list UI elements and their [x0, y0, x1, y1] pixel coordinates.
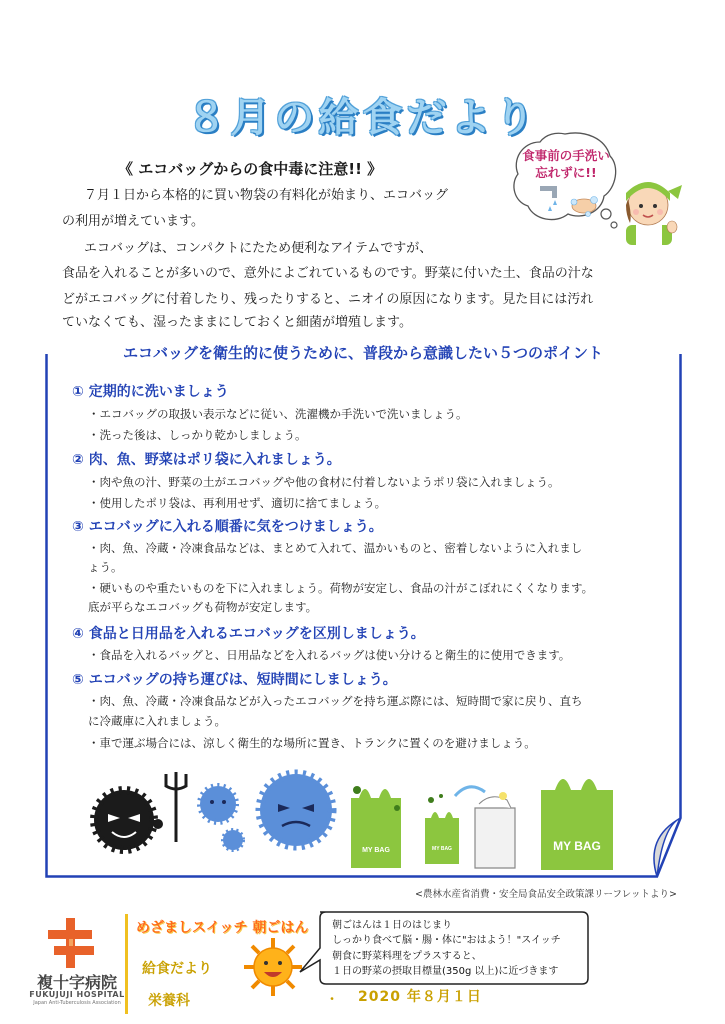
speech-text-line: １日の野菜の摂取目標量(350g 以上)に近づきます — [332, 966, 559, 977]
intro-paragraph-line: エコバッグは、コンパクトにたため便利なアイテムですが、 — [84, 241, 433, 256]
eco-bags-illustration — [345, 768, 620, 873]
department-name: 栄養科 — [148, 993, 190, 1009]
intro-paragraph-line: ていなくても、湿ったままにしておくと細菌が増殖します。 — [62, 315, 412, 330]
points-box-heading: エコバッグを衛生的に使うために、普段から意識したい５つのポイント — [62, 342, 664, 363]
point-text: ・肉、魚、冷蔵・冷凍食品などが入ったエコバッグを持ち運ぶ際には、短時間で家に戻り、直ち — [88, 694, 583, 708]
point-text: に冷蔵庫に入れましょう。 — [88, 714, 226, 728]
article-subtitle: 《 エコバッグからの食中毒に注意!! 》 — [118, 160, 383, 178]
point-text: ・洗った後は、しっかり乾かしましょう。 — [88, 428, 307, 442]
nutritionist-girl-illustration — [612, 175, 684, 245]
point-title: ② 肉、魚、野菜はポリ袋に入れましょう。 — [72, 452, 341, 468]
point-text: ・エコバッグの取扱い表示などに従い、洗濯機か手洗いで洗いましょう。 — [88, 407, 468, 421]
eco-bag-small — [425, 794, 459, 864]
source-note: <農林水産省消費・安全局食品安全政策課リーフレットより> — [415, 889, 677, 900]
blue-germ-large — [260, 774, 332, 846]
point-text: ・肉や魚の汁、野菜の土がエコバッグや他の食材に付着しないようポリ袋に入れましょう。 — [88, 475, 560, 489]
blue-germ-tiny — [223, 830, 243, 850]
intro-paragraph-line: 食品を入れることが多いので、意外によごれているものです。野菜に付いた土、食品の汁な — [62, 266, 594, 281]
point-text: ・車で運ぶ場合には、涼しく衛生的な場所に置き、トランクに置くのを避けましょう。 — [88, 736, 536, 750]
point-text: ・肉、魚、冷蔵・冷凍食品などは、まとめて入れて、温かいものと、密着しないように入れまし — [88, 541, 583, 555]
speech-text-line: 朝食に野菜料理をプラスすると、 — [332, 951, 482, 962]
point-text: ・食品を入れるバッグと、日用品などを入れるバッグは使い分けると衛生的に使用できます。 — [88, 648, 571, 662]
newsletter-name: 給食だより — [142, 961, 212, 977]
eco-bag-large — [541, 779, 613, 870]
point-text: ・硬いものや重たいものを下に入れましょう。荷物が安定し、食品の汁がこぼれにくくなります。 — [88, 581, 594, 595]
hospital-association: Japan Anti-Tuberculosis Association — [33, 1000, 121, 1006]
bubble-text-line2: 忘れずに!! — [535, 165, 597, 180]
point-title: ④ 食品と日用品を入れるエコバッグを区別しましょう。 — [72, 626, 425, 642]
bag-label: MY BAG — [553, 839, 601, 853]
page-title: ８月の給食だより — [186, 95, 539, 141]
washing-machine-icon — [475, 792, 515, 868]
germs-illustration — [78, 762, 353, 862]
divider — [125, 914, 128, 1014]
intro-paragraph-line: どがエコバッグに付着したり、残ったりすると、ニオイの原因になります。見た目には汚れ — [62, 292, 594, 307]
arrow-icon — [455, 787, 485, 796]
intro-paragraph-line: の利用が増えています。 — [62, 214, 204, 229]
point-text: ょう。 — [88, 560, 123, 574]
bag-label: MY BAG — [362, 847, 390, 854]
blue-germ-small — [200, 786, 236, 822]
hospital-logo — [48, 918, 100, 968]
eco-bag-medium — [351, 786, 401, 868]
hospital-name-english: FUKUJUJI HOSPITAL — [29, 990, 125, 999]
speech-text-line: 朝ごはんは１日のはじまり — [332, 920, 452, 931]
point-title: ③ エコバッグに入れる順番に気をつけましょう。 — [72, 519, 383, 535]
point-text: 底が平らなエコバッグも荷物が安定します。 — [88, 600, 318, 614]
bag-label: MY BAG — [432, 846, 452, 852]
bullet-dot: ・ — [326, 992, 339, 1006]
issue-date: 2020 年８月１日 — [358, 989, 482, 1005]
black-germ-devil — [94, 772, 186, 850]
hospital-name: 複十字病院 — [36, 973, 117, 992]
slogan: めざましスイッチ 朝ごはん — [136, 920, 309, 936]
bubble-text-line1: 食事前の手洗い — [522, 148, 610, 163]
point-title: ⑤ エコバッグの持ち運びは、短時間にしましょう。 — [72, 672, 397, 688]
point-text: ・使用したポリ袋は、再利用せず、適切に捨てましょう。 — [88, 496, 387, 510]
intro-paragraph-line: ７月１日から本格的に買い物袋の有料化が始まり、エコバッグ — [84, 188, 449, 203]
speech-text-line: しっかり食べて脳・腸・体に"おはよう！"スイッチ — [332, 935, 561, 946]
point-title: ① 定期的に洗いましょう — [72, 384, 229, 400]
